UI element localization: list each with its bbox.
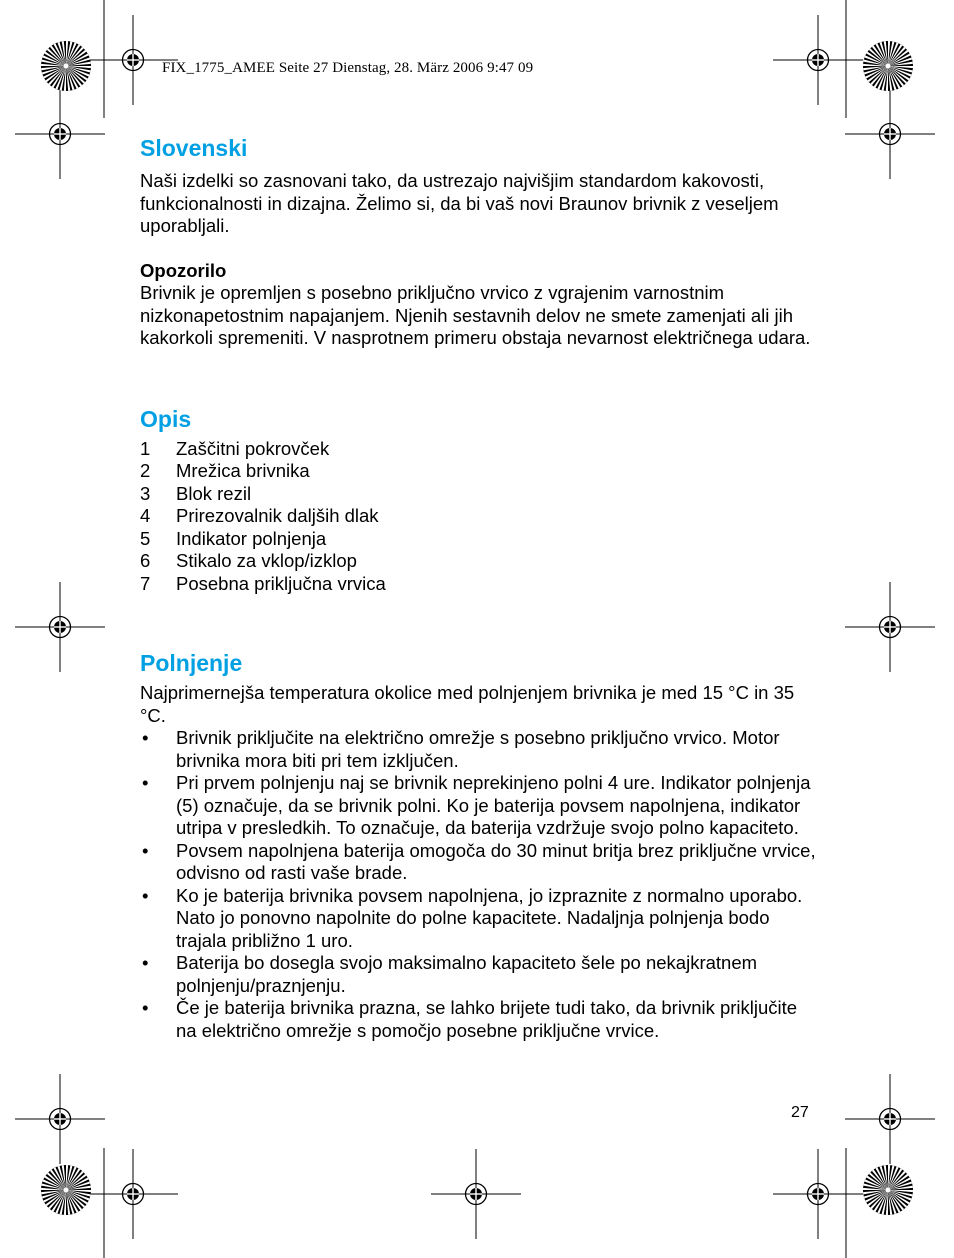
list-item: • Baterija bo dosegla svojo maksimalno kapaciteto šele po nekajkratnem polnjenju/praznjenju.: [142, 952, 758, 996]
intro-paragraph: Naši izdelki so zasnovani tako, da ustrezajo najvišjim standardom kakovosti, funkcionalnosti in dizajna. Želimo si, da bi vaš novi Braunov brivnik z veseljem uporabljali.: [140, 170, 779, 236]
section-title: Slovenski: [140, 135, 248, 161]
star-target-mark: [41, 1165, 91, 1215]
registration-mark: [845, 89, 935, 179]
print-slug: FIX_1775_AMEE Seite 27 Dienstag, 28. März 2006 9:47 09: [162, 60, 534, 76]
section-opis: [140, 405, 820, 596]
registration-mark: [88, 1149, 178, 1239]
list-item: 6 Stikalo za vklop/izklop: [140, 550, 357, 571]
star-target-mark: [41, 41, 91, 91]
list-item: • Če je baterija brivnika prazna, se lahko brijete tudi tako, da brivnik priključite na električno omrežje s pomočjo posebne priključne vrvice.: [142, 997, 798, 1041]
registration-mark: [845, 1074, 935, 1164]
registration-mark: [15, 582, 105, 672]
warning-title: Opozorilo: [140, 259, 227, 281]
registration-mark: [15, 1074, 105, 1164]
list-item: 7 Posebna priključna vrvica: [140, 572, 386, 594]
registration-mark: [845, 582, 935, 672]
charging-intro: Najprimernejša temperatura okolice med polnjenjem brivnika je med 15 °C in 35 °C.: [140, 682, 795, 726]
list-item: • Ko je baterija brivnika povsem napolnjena, jo izpraznite z normalno uporabo. Nato jo ponovno napolnite do polne kapacitete. Nadaljnja polnjenja bodo trajala približno 1 uro.: [142, 884, 803, 951]
list-item: 3 Blok rezil: [140, 482, 252, 504]
charging-bullets: [140, 727, 820, 1042]
parts-list: [140, 438, 820, 596]
section-slovenski: [140, 134, 820, 350]
star-target-mark: [863, 1165, 913, 1215]
page-number: 27: [791, 1104, 809, 1121]
list-item: 2 Mrežica brivnika: [140, 460, 310, 481]
list-item: • Brivnik priključite na električno omrežje s posebno priključno vrvico. Motor brivnika mora biti pri tem izključen.: [142, 727, 780, 771]
section-title: Opis: [140, 405, 192, 432]
list-item: • Pri prvem polnjenju naj se brivnik neprekinjeno polni 4 ure. Indikator polnjenja (5) označuje, da se brivnik polni. Ko je baterija povsem napolnjena, indikator utripa v presledkih. To označuje, da baterija vzdržuje svojo polno kapaciteto.: [142, 772, 811, 838]
registration-mark: [773, 15, 863, 105]
list-item: 1 Zaščitni pokrovček: [140, 437, 330, 459]
star-target-mark: [863, 41, 913, 91]
list-item: 4 Prirezovalnik daljših dlak: [140, 505, 379, 526]
registration-mark: [431, 1149, 521, 1239]
section-polnjenje: [140, 649, 820, 1042]
warning-text: Brivnik je opremljen s posebno priključno vrvico z vgrajenim varnostnim nizkonapetostnim napajanjem. Njenih sestavnih delov ne smete zamenjati ali jih kakorkoli spremeniti. V nasprotnem primeru obstaja nevarnost električnega udara.: [140, 282, 811, 348]
list-item: • Povsem napolnjena baterija omogoča do 30 minut britja brez priključne vrvice, odvisno od rasti vaše brade.: [142, 839, 816, 883]
registration-mark: [15, 89, 105, 179]
list-item: 5 Indikator polnjenja: [140, 527, 327, 549]
section-title: Polnjenje: [140, 650, 243, 676]
registration-mark: [773, 1149, 863, 1239]
page-content: [140, 134, 820, 1042]
